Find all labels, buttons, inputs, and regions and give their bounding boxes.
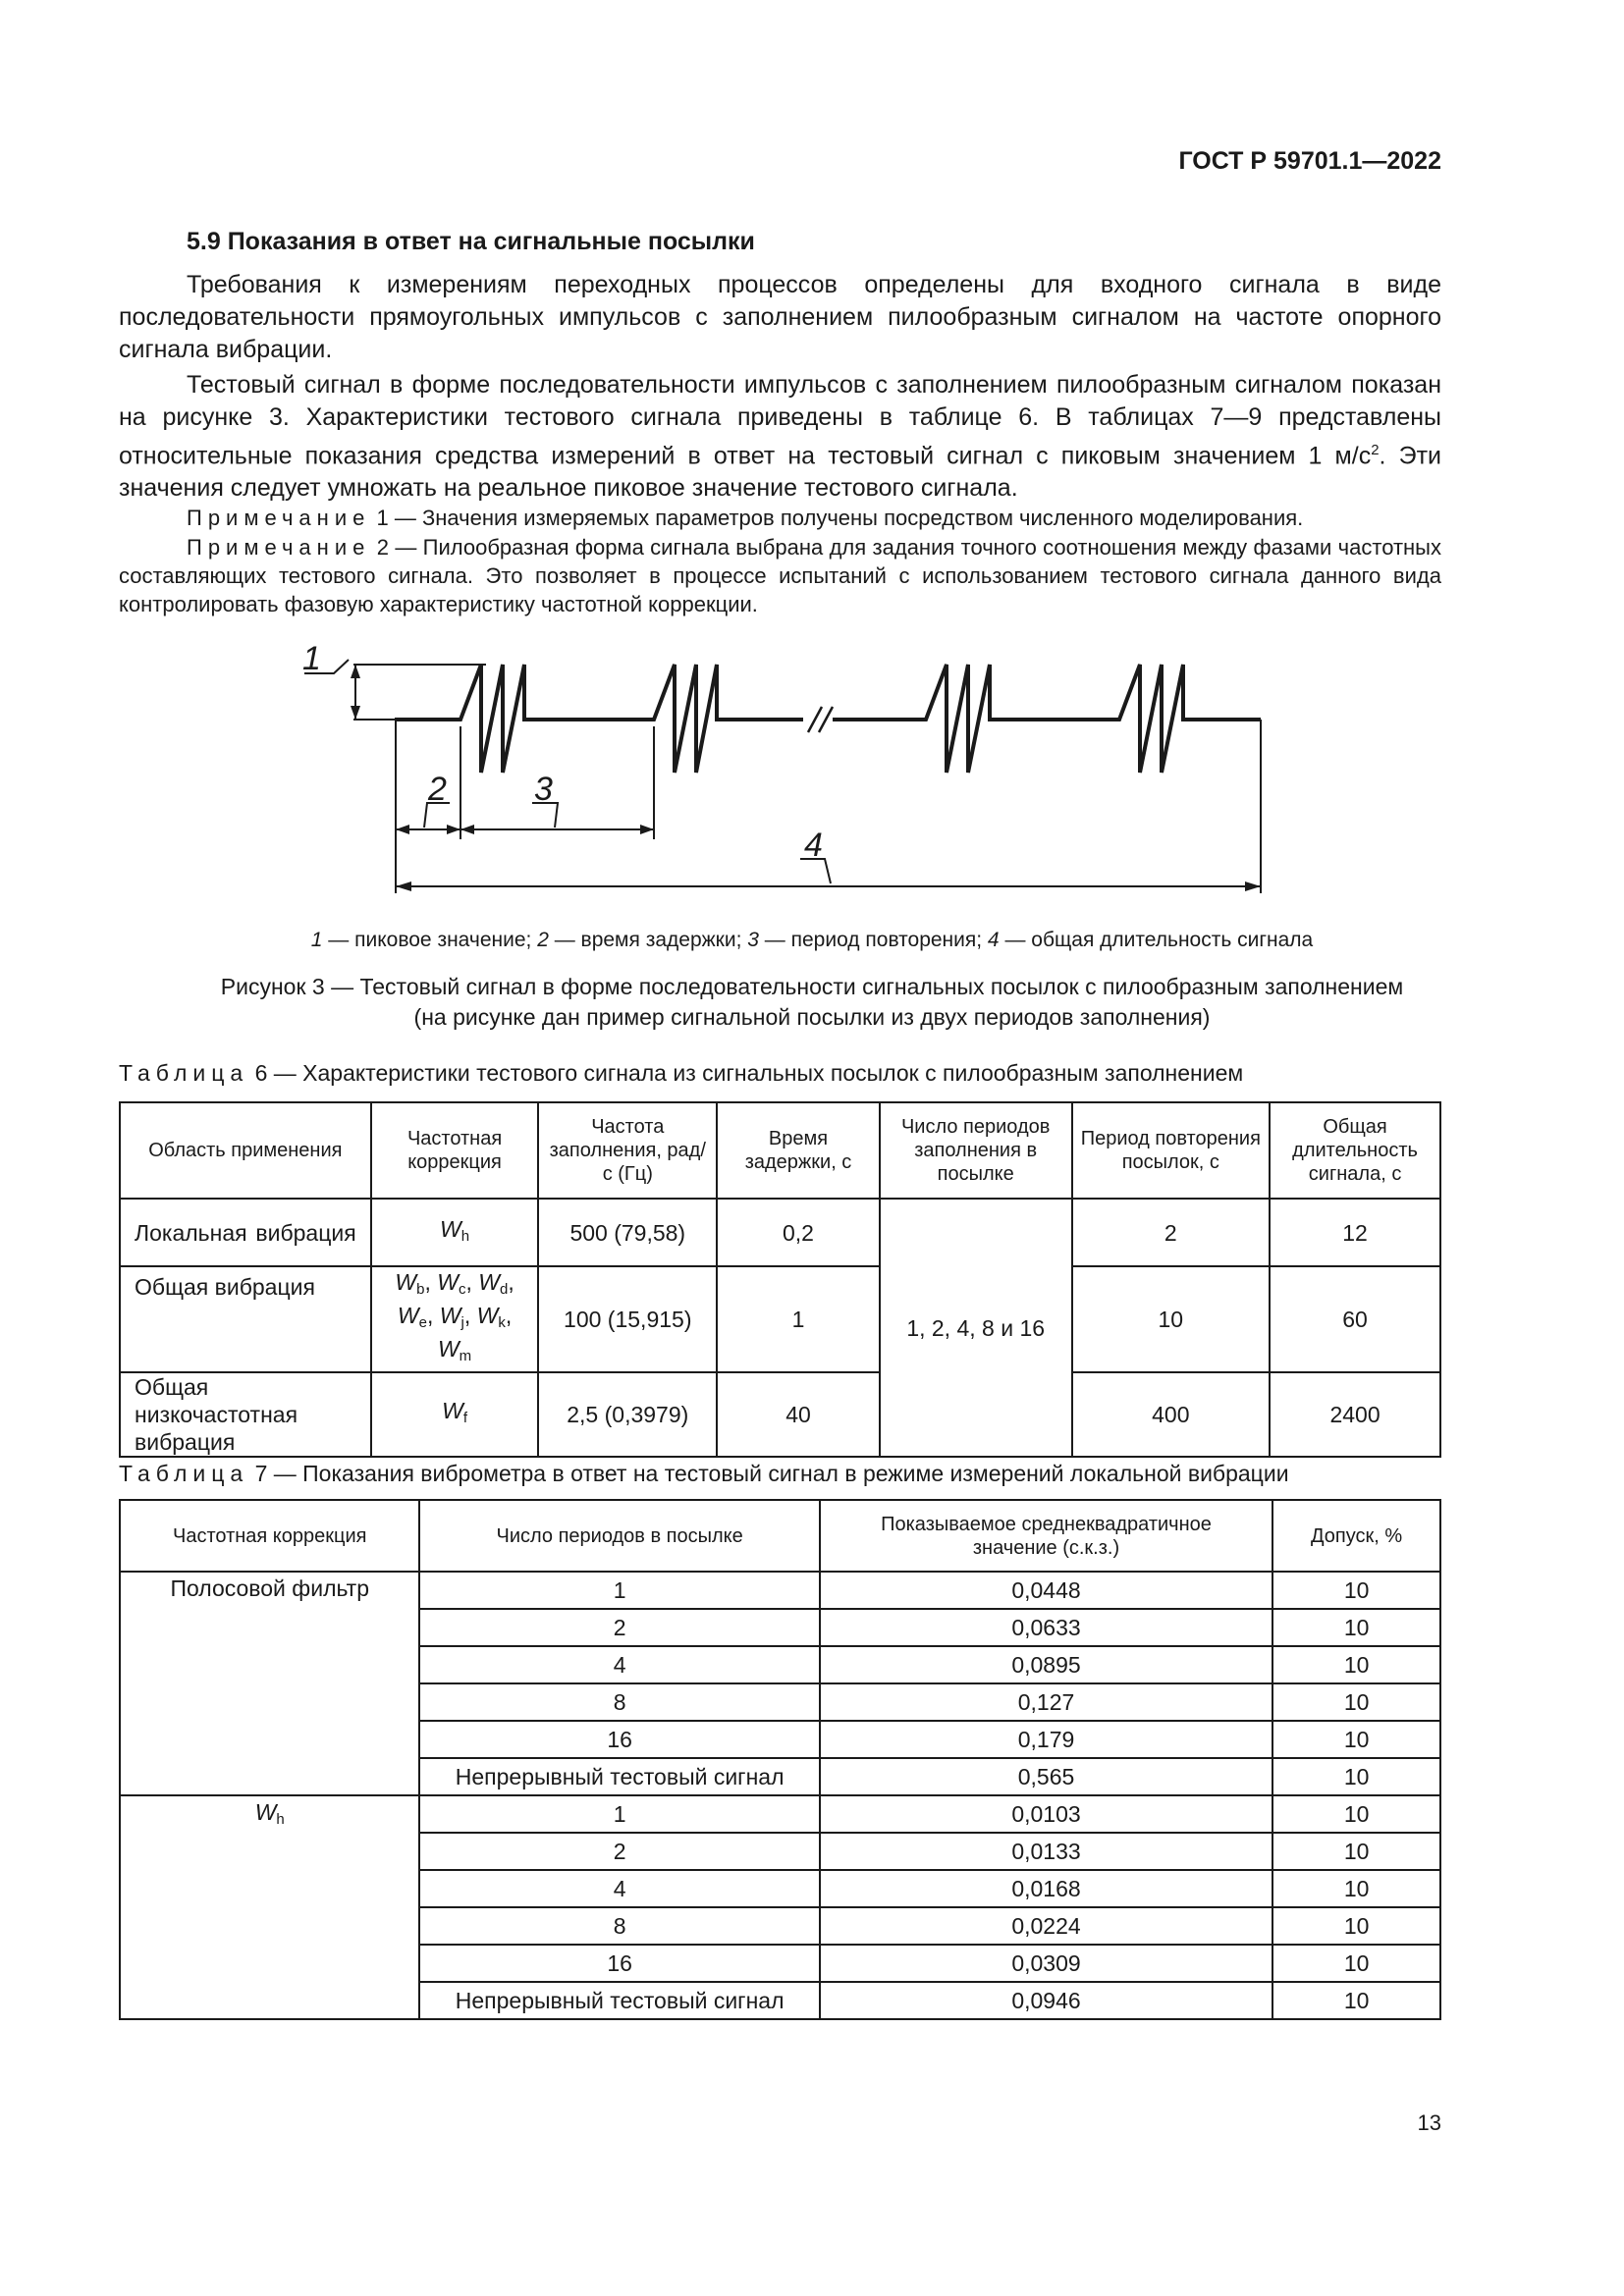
table-7-tolerance: 10	[1272, 1795, 1440, 1833]
table-7-tolerance: 10	[1272, 1907, 1440, 1945]
table-6-delay: 0,2	[717, 1199, 880, 1266]
figure-marker-1: 1	[302, 640, 321, 677]
table-7-value: 0,565	[820, 1758, 1272, 1795]
w-symbol: W	[254, 1799, 277, 1825]
paragraph-2-text-b: . Эти значения следует умножать на реальное пиковое значение тестового сигнала.	[119, 442, 1442, 503]
figure-marker-2: 2	[428, 771, 447, 808]
w-symbol: W	[397, 1303, 419, 1328]
note-2-text: — Пилообразная форма сигнала выбрана для задания точного соотношения между фазами частотных составляющих тестового сигнала. Это позволяет в процессе испытаний с использованием тестового сигнала данного вида контролировать фазовую характеристику частотной коррекции.	[119, 535, 1441, 616]
table-6-header: Частота заполнения, рад/с (Гц)	[538, 1102, 717, 1199]
table-7-periods: 4	[419, 1870, 819, 1907]
table-7-periods: Непрерывный тестовый сигнал	[419, 1758, 819, 1795]
document-code: ГОСТ Р 59701.1—2022	[1178, 147, 1441, 175]
signal-waveform	[395, 665, 803, 773]
table-7-periods: 8	[419, 1907, 819, 1945]
w-subscript: b	[416, 1281, 425, 1298]
w-symbol: W	[478, 1269, 500, 1295]
w-symbol: W	[442, 1398, 463, 1423]
table-7-tolerance: 10	[1272, 1982, 1440, 2019]
w-subscript: h	[460, 1227, 470, 1245]
table-7-tolerance: 10	[1272, 1870, 1440, 1907]
figure-caption	[0, 972, 1624, 1033]
w-subscript: m	[459, 1348, 472, 1364]
table-7-tolerance: 10	[1272, 1572, 1440, 1609]
table-6-area: Общая вибрация	[120, 1266, 371, 1372]
section-title: 5.9 Показания в ответ на сигнальные посылки	[187, 228, 755, 255]
table-7	[119, 1499, 1441, 2020]
note-1-text: — Значения измеряемых параметров получены посредством численного моделирования.	[394, 506, 1304, 530]
table-7-tolerance: 10	[1272, 1646, 1440, 1683]
table-7-value: 0,0895	[820, 1646, 1272, 1683]
w-subscript: f	[462, 1410, 467, 1426]
table-7-title: 7 — Показания виброметра в ответ на тестовый сигнал в режиме измерений локальной вибрации	[254, 1461, 1289, 1486]
table-7-value: 0,0633	[820, 1609, 1272, 1646]
figure-caption-line-2: (на рисунке дан пример сигнальной посылки из двух периодов заполнения)	[413, 1004, 1211, 1030]
table-6-header: Частотная коррекция	[371, 1102, 539, 1199]
table-7-value: 0,0309	[820, 1945, 1272, 1982]
table-7-caption	[119, 1461, 1289, 1487]
table-6-total-duration: 60	[1270, 1266, 1440, 1372]
table-6-delay: 40	[717, 1372, 880, 1457]
table-7-group-bandpass: Полосовой фильтр	[120, 1572, 419, 1795]
table-6-total-duration: 2400	[1270, 1372, 1440, 1457]
table-6-area: Локальная вибрация	[120, 1199, 371, 1266]
table-6-repetition-period: 400	[1072, 1372, 1271, 1457]
table-row	[120, 1199, 1440, 1266]
w-subscript: h	[276, 1811, 285, 1828]
table-6-area: Общая низкочастотная вибрация	[120, 1372, 371, 1457]
figure-caption-line-1: Рисунок 3 — Тестовый сигнал в форме последовательности сигнальных посылок с пилообразным заполнением	[220, 974, 1404, 999]
legend-text-3: — период повторения;	[758, 929, 988, 951]
note-2-number: 2	[376, 535, 389, 560]
table-7-header: Частотная коррекция	[120, 1500, 419, 1572]
table-6-header-row	[120, 1102, 1440, 1199]
w-symbol: W	[440, 1215, 461, 1242]
table-6-frequency: 100 (15,915)	[538, 1266, 717, 1372]
figure-marker-4: 4	[804, 827, 823, 864]
w-subscript: d	[499, 1281, 509, 1298]
paragraph-2-text-a: Тестовый сигнал в форме последовательности импульсов с заполнением пилообразным сигналом показан на рисунке 3. Характеристики тестового сигнала приведены в таблице 6. В таблицах 7—9 представлены относительные показания средства измерений в ответ на тестовый сигнал с пиковым значением 1 м/с	[119, 371, 1441, 470]
paragraph-2-superscript: 2	[1371, 442, 1380, 458]
w-subscript: c	[458, 1281, 466, 1298]
table-7-tolerance: 10	[1272, 1609, 1440, 1646]
table-7-value: 0,0448	[820, 1572, 1272, 1609]
table-6-delay: 1	[717, 1266, 880, 1372]
note-2-label: Примечание	[187, 535, 371, 560]
figure-marker-3: 3	[534, 771, 553, 808]
page-number: 13	[1417, 2110, 1441, 2135]
table-6-header: Общая длительность сигнала, с	[1270, 1102, 1440, 1199]
table-6-correction-general: $W_b$, $W_c$, $W_d$, $W_e$, $W_j$, $W_k$, $W_m$	[371, 1266, 539, 1372]
legend-num-3: 3	[747, 929, 759, 951]
table-7-tolerance: 10	[1272, 1945, 1440, 1982]
table-7-label: Таблица	[119, 1461, 249, 1486]
figure-legend	[0, 929, 1624, 952]
table-7-periods: 2	[419, 1609, 819, 1646]
table-7-value: 0,127	[820, 1683, 1272, 1721]
table-row	[120, 1266, 1440, 1372]
w-symbol: W	[439, 1303, 461, 1328]
table-7-tolerance: 10	[1272, 1758, 1440, 1795]
table-6-frequency: 500 (79,58)	[538, 1199, 717, 1266]
table-6-correction	[371, 1199, 539, 1266]
table-7-periods: 4	[419, 1646, 819, 1683]
table-6-header: Число периодов заполнения в посылке	[880, 1102, 1072, 1199]
table-row	[120, 1372, 1440, 1457]
table-7-value: 0,0103	[820, 1795, 1272, 1833]
table-6-repetition-period: 10	[1072, 1266, 1271, 1372]
w-subscript: j	[460, 1314, 464, 1331]
table-7-value: 0,0224	[820, 1907, 1272, 1945]
table-7-periods: 16	[419, 1721, 819, 1758]
table-7-tolerance: 10	[1272, 1833, 1440, 1870]
table-6-caption	[119, 1060, 1243, 1087]
table-6-header: Период повторения посылок, с	[1072, 1102, 1271, 1199]
table-7-periods: Непрерывный тестовый сигнал	[419, 1982, 819, 2019]
table-7-value: 0,0133	[820, 1833, 1272, 1870]
table-6-repetition-period: 2	[1072, 1199, 1271, 1266]
table-row	[120, 1572, 1440, 1609]
table-6-header: Время задержки, с	[717, 1102, 880, 1199]
table-6-title: 6 — Характеристики тестового сигнала из сигнальных посылок с пилообразным заполнением	[254, 1060, 1244, 1086]
legend-text-1: — пиковое значение;	[322, 929, 538, 951]
table-7-value: 0,0946	[820, 1982, 1272, 2019]
table-6	[119, 1101, 1441, 1458]
signal-waveform-cont	[833, 665, 1261, 773]
table-7-periods: 8	[419, 1683, 819, 1721]
note-1-label: Примечание	[187, 506, 371, 530]
legend-num-4: 4	[987, 929, 1000, 951]
table-row	[120, 1795, 1440, 1833]
w-symbol: W	[437, 1336, 460, 1362]
table-7-periods: 1	[419, 1795, 819, 1833]
table-7-header-row	[120, 1500, 1440, 1572]
note-1-number: 1	[376, 506, 389, 530]
w-subscript: k	[498, 1314, 506, 1331]
table-7-value: 0,179	[820, 1721, 1272, 1758]
table-7-value: 0,0168	[820, 1870, 1272, 1907]
table-6-frequency: 2,5 (0,3979)	[538, 1372, 717, 1457]
legend-num-2: 2	[537, 929, 549, 951]
table-7-header: Допуск, %	[1272, 1500, 1440, 1572]
legend-num-1: 1	[310, 929, 323, 951]
w-symbol: W	[476, 1303, 499, 1328]
table-6-correction	[371, 1372, 539, 1457]
table-7-header: Число периодов в посылке	[419, 1500, 819, 1572]
table-7-group-wh	[120, 1795, 419, 2019]
table-7-tolerance: 10	[1272, 1683, 1440, 1721]
table-7-header: Показываемое среднеквадратичное значение (с.к.з.)	[820, 1500, 1272, 1572]
table-7-periods: 16	[419, 1945, 819, 1982]
legend-text-2: — время задержки;	[548, 929, 748, 951]
table-6-periods-merged: 1, 2, 4, 8 и 16	[880, 1199, 1072, 1457]
table-6-total-duration: 12	[1270, 1199, 1440, 1266]
w-symbol: W	[395, 1269, 417, 1295]
test-signal-figure	[0, 0, 1624, 913]
table-6-header: Область применения	[120, 1102, 371, 1199]
paragraph-1-text: Требования к измерениям переходных процессов определены для входного сигнала в виде последовательности прямоугольных импульсов с заполнением пилообразным сигналом на частоте опорного сигнала вибрации.	[119, 271, 1441, 363]
table-6-label: Таблица	[119, 1060, 249, 1086]
table-7-tolerance: 10	[1272, 1721, 1440, 1758]
table-7-periods: 1	[419, 1572, 819, 1609]
table-7-periods: 2	[419, 1833, 819, 1870]
w-subscript: e	[418, 1314, 427, 1331]
legend-text-4: — общая длительность сигнала	[999, 929, 1314, 951]
w-symbol: W	[437, 1269, 459, 1295]
